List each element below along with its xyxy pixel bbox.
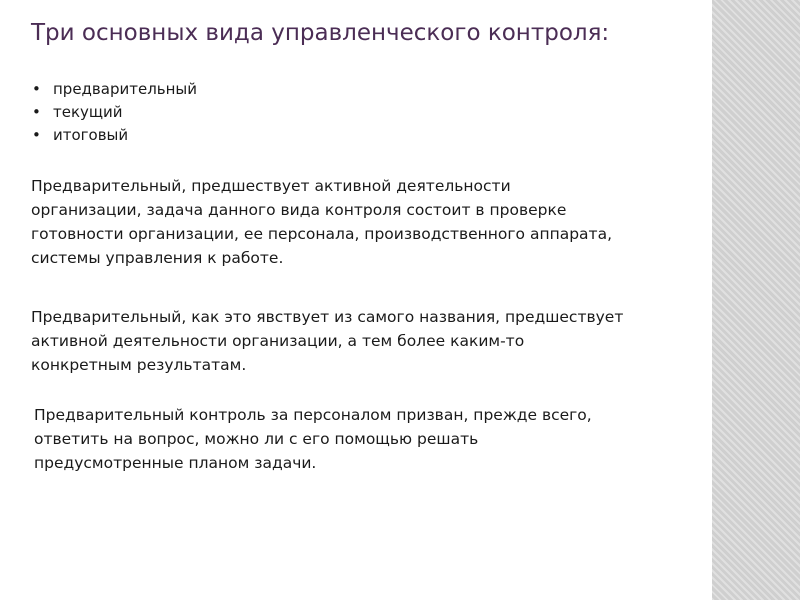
- decorative-side-stripe: [712, 0, 800, 600]
- control-types-list: [32, 78, 197, 147]
- paragraph-line: системы управления к работе.: [31, 249, 284, 267]
- slide-title: Три основных вида управленческого контроля:: [31, 20, 610, 46]
- list-item: [32, 78, 197, 101]
- paragraph-line: организации, задача данного вида контроля состоит в проверке: [31, 201, 567, 219]
- paragraph-line: Предварительный, предшествует активной деятельности: [31, 177, 511, 195]
- list-item-label: предварительный: [53, 80, 198, 98]
- paragraph-preliminary-definition: [31, 174, 612, 270]
- paragraph-preliminary-personnel: [34, 403, 592, 475]
- list-item-label: текущий: [53, 103, 123, 121]
- paragraph-line: ответить на вопрос, можно ли с его помощью решать: [34, 430, 479, 448]
- paragraph-line: готовности организации, ее персонала, производственного аппарата,: [31, 225, 613, 243]
- paragraph-preliminary-precedes: [31, 305, 623, 377]
- list-item: [32, 124, 197, 147]
- paragraph-line: Предварительный контроль за персоналом призван, прежде всего,: [34, 406, 592, 424]
- paragraph-line: Предварительный, как это явствует из самого названия, предшествует: [31, 308, 624, 326]
- bullet-icon: •: [32, 126, 41, 144]
- paragraph-line: конкретным результатам.: [31, 356, 247, 374]
- bullet-icon: •: [32, 103, 41, 121]
- paragraph-line: предусмотренные планом задачи.: [34, 454, 317, 472]
- list-item: [32, 101, 197, 124]
- paragraph-line: активной деятельности организации, а тем более каким-то: [31, 332, 525, 350]
- list-item-label: итоговый: [53, 126, 129, 144]
- bullet-icon: •: [32, 80, 41, 98]
